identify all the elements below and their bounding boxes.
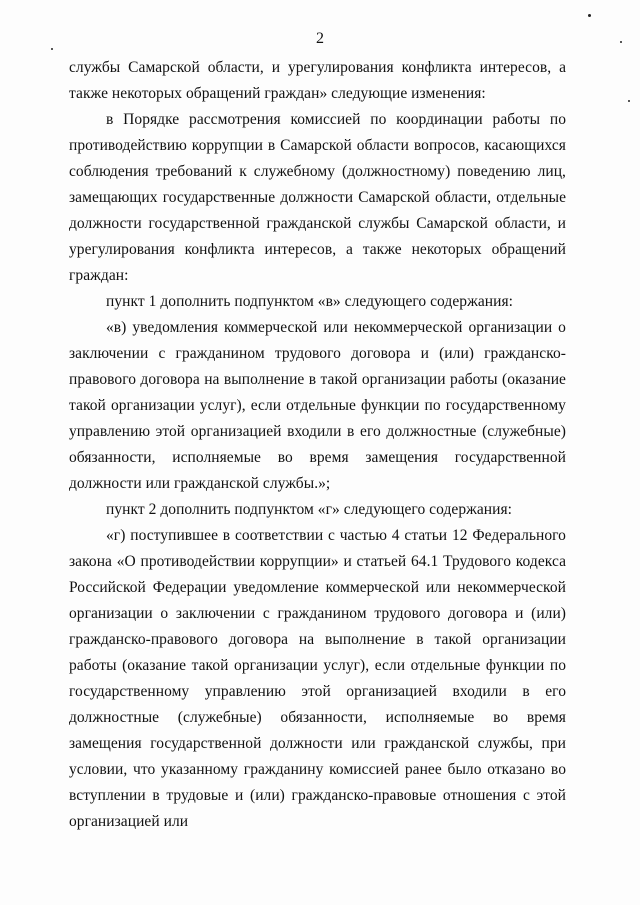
page-number: 2	[316, 30, 324, 47]
paragraph: в Порядке рассмотрения комиссией по координации работы по противодействию коррупции в Самарской области вопросов, касающихся соблюдения требований к служебному (должностному) поведению лиц, замещающих государственные должности Самарской области, отдельные должности государственной гражданской службы Самарской области, и урегулирования конфликта интересов, а также некоторых обращений граждан:	[69, 111, 566, 284]
scan-speck	[588, 14, 591, 17]
scan-speck	[628, 100, 630, 102]
paragraph: службы Самарской области, и урегулирования конфликта интересов, а также некоторых обращений граждан» следующие изменения:	[69, 59, 566, 102]
paragraph: «в) уведомления коммерческой или некоммерческой организации о заключении с гражданином трудового договора и (или) гражданско-правового договора на выполнение в такой организации работы (оказание такой организации услуг), если отдельные функции по государственному управлению этой организацией входили в его должностные (служебные) обязанности, исполняемые во время замещения государственной должности или гражданской службы.»;	[69, 319, 566, 492]
paragraph: пункт 2 дополнить подпунктом «г» следующего содержания:	[106, 501, 513, 518]
document-body	[69, 55, 566, 835]
scan-speck	[51, 48, 53, 50]
paragraph: пункт 1 дополнить подпунктом «в» следующего содержания:	[106, 293, 513, 310]
paragraph: «г) поступившее в соответствии с частью 4 статьи 12 Федерального закона «О противодействии коррупции» и статьей 64.1 Трудового кодекса Российской Федерации уведомление коммерческой или некоммерческой организации о заключении с гражданином трудового договора и (или) гражданско-правового договора на выполнение в такой организации работы (оказание такой организации услуг), если отдельные функции по государственному управлению этой организацией входили в его должностные (служебные) обязанности, исполняемые во время замещения государственной должности или гражданской службы, при условии, что указанному гражданину комиссией ранее было отказано во вступлении в трудовые и (или) гражданско-правовые отношения с этой организацией или	[69, 527, 566, 830]
